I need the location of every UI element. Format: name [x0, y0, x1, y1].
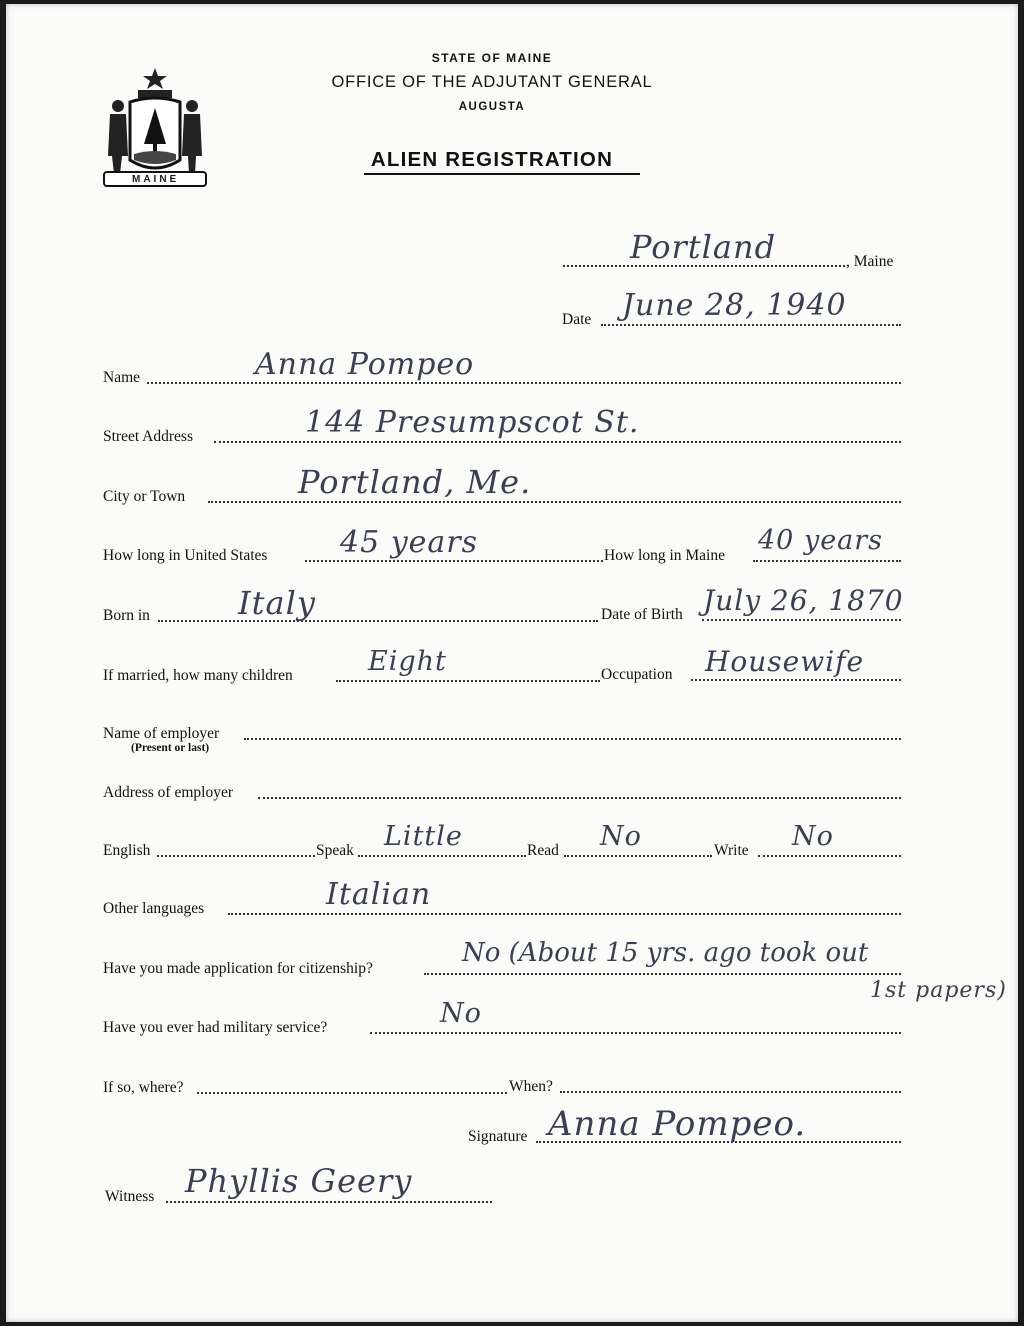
- years-maine-entry[interactable]: 40 years: [758, 525, 884, 556]
- witness-entry[interactable]: Phyllis Geery: [185, 1162, 413, 1200]
- where-line: [197, 1092, 507, 1094]
- employer-sublabel: (Present or last): [131, 742, 210, 754]
- signature-label: Signature: [468, 1128, 528, 1145]
- city-entry[interactable]: Portland, Me.: [298, 463, 532, 501]
- military-line: [370, 1032, 901, 1034]
- town-entry[interactable]: Portland: [630, 228, 777, 266]
- signature-entry[interactable]: Anna Pompeo.: [548, 1104, 807, 1144]
- citizenship-entry[interactable]: No (About 15 yrs. ago took out: [462, 938, 869, 968]
- street-label: Street Address: [103, 428, 193, 445]
- other-languages-entry[interactable]: Italian: [326, 877, 432, 912]
- how-long-maine-label: How long in Maine: [604, 547, 725, 564]
- occupation-entry[interactable]: Housewife: [705, 645, 865, 678]
- citizenship-entry-continued[interactable]: 1st papers): [870, 978, 1007, 1003]
- form-page: [6, 4, 1018, 1322]
- employer-label: Name of employer: [103, 725, 220, 742]
- military-entry[interactable]: No: [440, 998, 482, 1029]
- speak-label: Speak: [316, 842, 354, 859]
- city-label: City or Town: [103, 488, 186, 505]
- office-heading: OFFICE OF THE ADJUTANT GENERAL: [331, 73, 653, 91]
- how-long-us-label: How long in United States: [103, 547, 268, 564]
- years-us-entry[interactable]: 45 years: [340, 525, 479, 560]
- write-label: Write: [714, 842, 749, 859]
- how-long-maine-line: [753, 560, 901, 562]
- citizenship-label: Have you made application for citizenship?: [103, 960, 373, 977]
- occupation-line: [691, 679, 901, 681]
- born-in-entry[interactable]: Italy: [238, 584, 316, 622]
- speak-entry[interactable]: Little: [384, 821, 463, 852]
- name-entry[interactable]: Anna Pompeo: [255, 347, 475, 382]
- street-line: [214, 441, 901, 443]
- employer-address-line: [258, 797, 901, 799]
- date-line: [601, 324, 901, 326]
- witness-label: Witness: [105, 1188, 155, 1205]
- write-entry[interactable]: No: [792, 821, 834, 852]
- name-label: Name: [103, 369, 141, 386]
- write-line: [758, 855, 901, 857]
- when-line: [560, 1091, 901, 1093]
- where-label: If so, where?: [103, 1079, 184, 1096]
- children-entry[interactable]: Eight: [368, 646, 447, 677]
- date-entry[interactable]: June 28, 1940: [622, 288, 847, 323]
- city-heading: AUGUSTA: [458, 101, 526, 113]
- seal-label: MAINE: [132, 174, 180, 185]
- military-label: Have you ever had military service?: [103, 1019, 328, 1036]
- name-line: [147, 382, 901, 384]
- city-line: [208, 501, 901, 503]
- employer-address-label: Address of employer: [103, 784, 233, 801]
- witness-line: [166, 1201, 492, 1203]
- date-of-birth-label: Date of Birth: [601, 606, 683, 623]
- when-label: When?: [509, 1078, 553, 1095]
- children-line: [336, 680, 600, 682]
- date-of-birth-line: [702, 619, 901, 621]
- read-label: Read: [527, 842, 559, 859]
- form-title: ALIEN REGISTRATION: [370, 148, 614, 171]
- date-label: Date: [562, 311, 592, 328]
- how-long-us-line: [305, 560, 603, 562]
- street-entry[interactable]: 144 Presumpscot St.: [305, 405, 640, 440]
- english-label: English: [103, 842, 151, 859]
- born-in-line: [158, 620, 598, 622]
- other-languages-label: Other languages: [103, 900, 205, 917]
- speak-line: [358, 855, 526, 857]
- occupation-label: Occupation: [601, 666, 673, 683]
- citizenship-line: [424, 973, 901, 975]
- english-line: [157, 855, 315, 857]
- maine-label: , Maine: [846, 253, 894, 270]
- employer-line: [244, 738, 901, 740]
- other-languages-line: [228, 913, 901, 915]
- state-heading: STATE OF MAINE: [431, 51, 553, 65]
- children-label: If married, how many children: [103, 667, 293, 684]
- date-of-birth-entry[interactable]: July 26, 1870: [703, 584, 904, 617]
- read-line: [564, 855, 712, 857]
- title-underline: [364, 173, 640, 175]
- born-in-label: Born in: [103, 607, 150, 624]
- read-entry[interactable]: No: [600, 821, 642, 852]
